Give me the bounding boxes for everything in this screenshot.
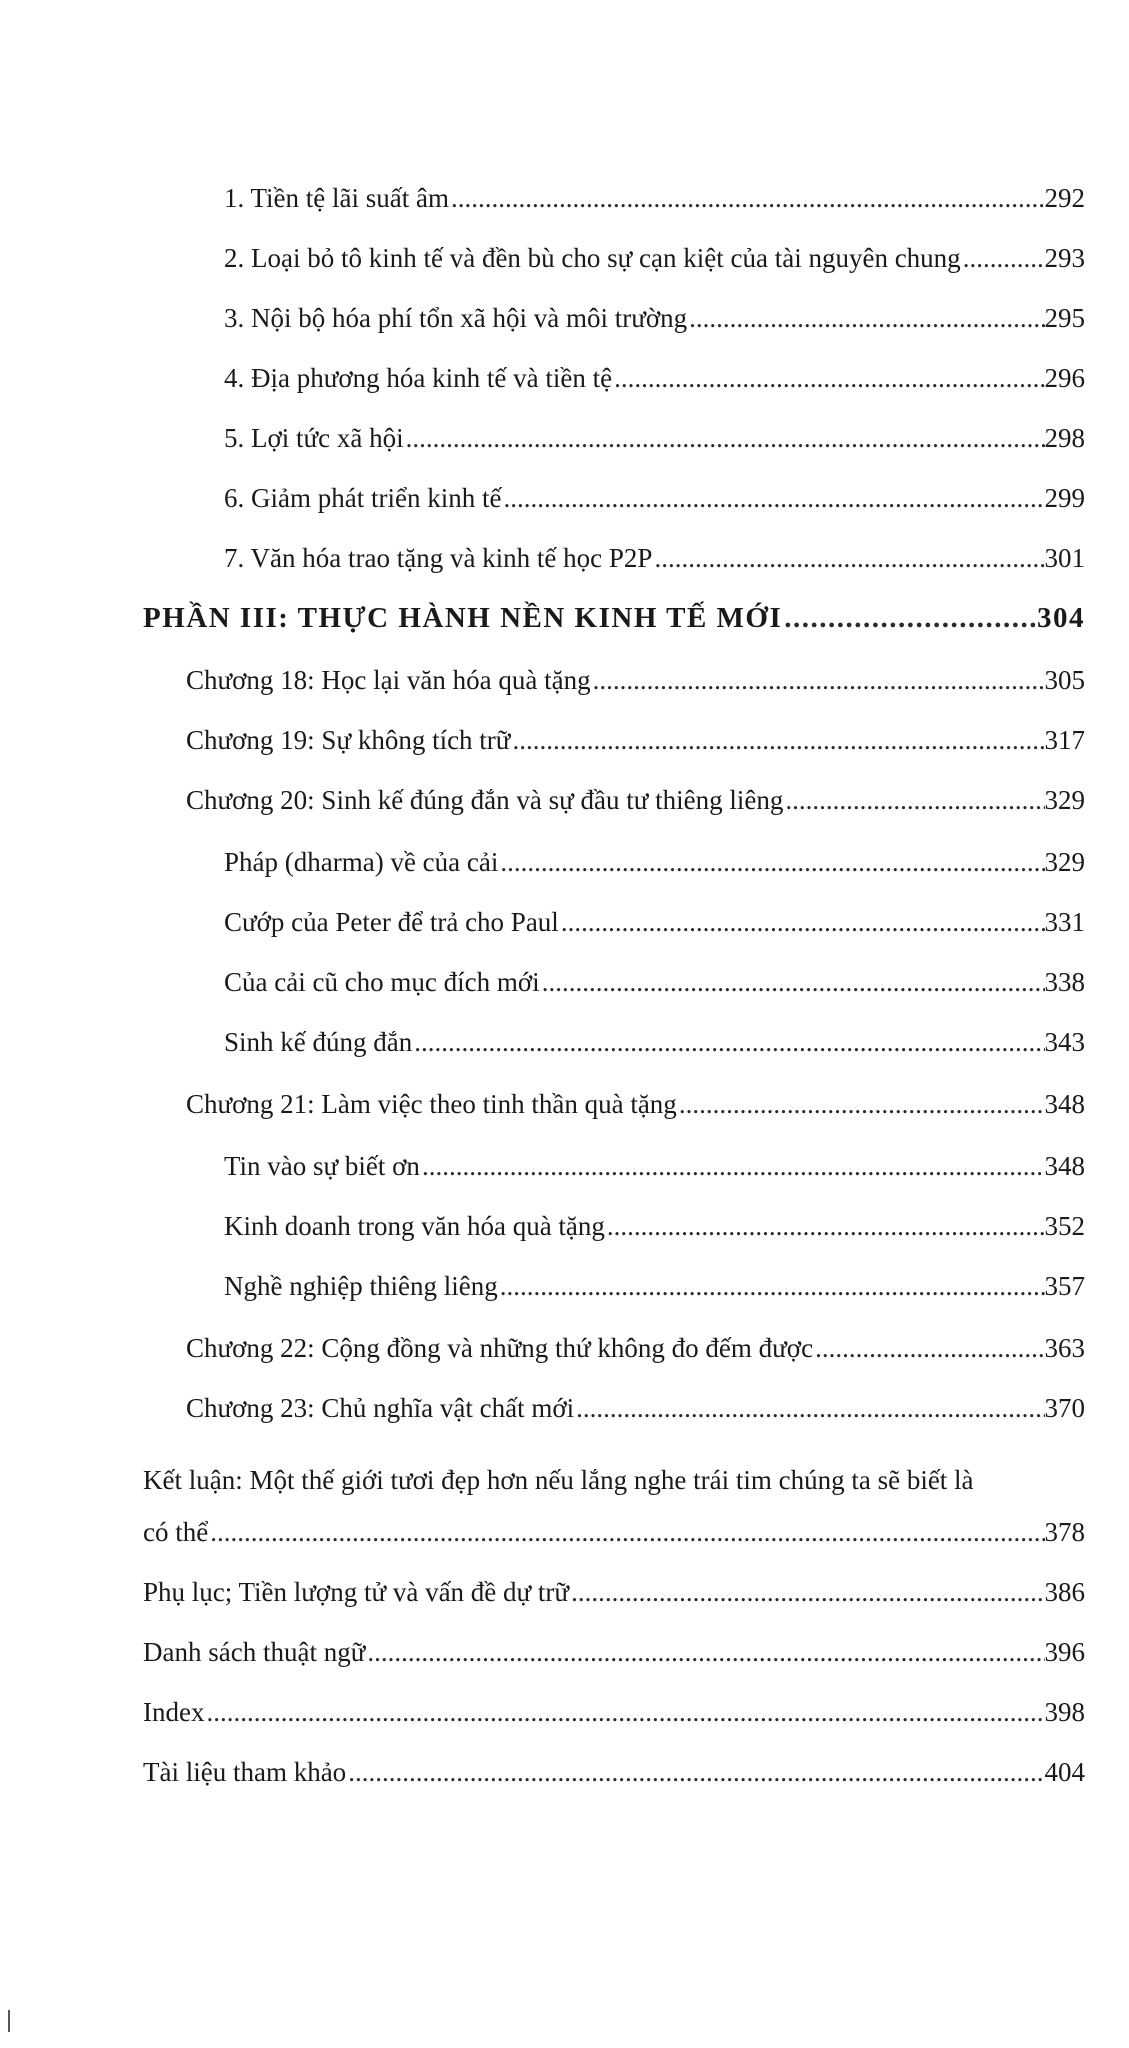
toc-entry[interactable] bbox=[224, 538, 1085, 578]
scan-edge-mark bbox=[8, 2010, 10, 2032]
dot-leader bbox=[501, 478, 1044, 518]
toc-section-entry[interactable] bbox=[224, 1206, 1085, 1246]
toc-entry-title: Chương 22: Cộng đồng và những thứ không đo đếm được bbox=[186, 1333, 814, 1363]
toc-entry-page: 386 bbox=[1044, 1577, 1085, 1607]
dot-leader bbox=[346, 1752, 1044, 1792]
toc-entry-page: 348 bbox=[1044, 1089, 1085, 1119]
toc-conclusion-line1[interactable]: Kết luận: Một thế giới tươi đẹp hơn nếu lắng nghe trái tim chúng ta sẽ biết là bbox=[143, 1465, 974, 1495]
toc-entry-page: 357 bbox=[1044, 1271, 1085, 1301]
toc-entry-page: 398 bbox=[1044, 1697, 1085, 1727]
dot-leader bbox=[813, 1328, 1044, 1368]
toc-entry-title: 5. Lợi tức xã hội bbox=[224, 423, 404, 453]
toc-chapter-entry[interactable] bbox=[186, 1328, 1085, 1368]
toc-entry-page: 292 bbox=[1044, 183, 1085, 213]
toc-section-entry[interactable] bbox=[224, 902, 1085, 942]
dot-leader bbox=[652, 538, 1044, 578]
dot-leader bbox=[782, 598, 1037, 638]
toc-entry-page: 317 bbox=[1044, 725, 1085, 755]
toc-entry-title: Danh sách thuật ngữ bbox=[143, 1637, 366, 1667]
toc-entry-page: 298 bbox=[1044, 423, 1085, 453]
toc-part-heading[interactable] bbox=[143, 598, 1085, 638]
dot-leader bbox=[783, 780, 1044, 820]
toc-chapter-entry[interactable] bbox=[186, 1388, 1085, 1428]
toc-entry-title: 7. Văn hóa trao tặng và kinh tế học P2P bbox=[224, 543, 653, 573]
dot-leader bbox=[498, 1266, 1045, 1306]
toc-entry-page: 304 bbox=[1037, 602, 1085, 634]
toc-entry-page: 301 bbox=[1044, 543, 1085, 573]
toc-section-entry[interactable] bbox=[224, 842, 1085, 882]
toc-references-entry[interactable] bbox=[143, 1752, 1085, 1792]
toc-entry-title: 2. Loại bỏ tô kinh tế và đền bù cho sự cạn kiệt của tài nguyên chung bbox=[224, 243, 961, 273]
toc-entry[interactable] bbox=[224, 418, 1085, 458]
toc-entry[interactable] bbox=[224, 178, 1085, 218]
toc-section-entry[interactable] bbox=[224, 962, 1085, 1002]
toc-entry-title: Tài liệu tham khảo bbox=[143, 1757, 347, 1787]
dot-leader bbox=[498, 842, 1044, 882]
dot-leader bbox=[404, 418, 1045, 458]
toc-entry-title: Index bbox=[143, 1697, 205, 1727]
toc-entry-title: Pháp (dharma) về của cải bbox=[224, 847, 499, 877]
toc-entry-title: 4. Địa phương hóa kinh tế và tiền tệ bbox=[224, 363, 613, 393]
toc-entry-title: 3. Nội bộ hóa phí tổn xã hội và môi trường bbox=[224, 303, 688, 333]
toc-appendix-entry[interactable] bbox=[143, 1572, 1085, 1612]
dot-leader bbox=[574, 1388, 1044, 1428]
toc-entry-page: 363 bbox=[1044, 1333, 1085, 1363]
toc-section-entry[interactable] bbox=[224, 1022, 1085, 1062]
dot-leader bbox=[612, 358, 1044, 398]
toc-entry[interactable] bbox=[224, 478, 1085, 518]
toc-entry-page: 338 bbox=[1044, 967, 1085, 997]
dot-leader bbox=[540, 962, 1045, 1002]
toc-entry-page: 295 bbox=[1044, 303, 1085, 333]
toc-entry[interactable] bbox=[224, 238, 1085, 278]
toc-conclusion-entry[interactable] bbox=[143, 1512, 1085, 1552]
dot-leader bbox=[687, 298, 1044, 338]
dot-leader bbox=[204, 1692, 1044, 1732]
toc-entry-title: Chương 21: Làm việc theo tinh thần quà tặng bbox=[186, 1089, 677, 1119]
toc-entry-page: 352 bbox=[1044, 1211, 1085, 1241]
toc-entry-page: 378 bbox=[1044, 1517, 1085, 1547]
toc-entry-title: Phụ lục; Tiền lượng tử và vấn đề dự trữ bbox=[143, 1577, 570, 1607]
dot-leader bbox=[961, 238, 1045, 278]
toc-entry-page: 305 bbox=[1044, 665, 1085, 695]
toc-entry-page: 299 bbox=[1044, 483, 1085, 513]
toc-entry[interactable] bbox=[224, 358, 1085, 398]
dot-leader bbox=[420, 1146, 1045, 1186]
toc-entry-page: 396 bbox=[1044, 1637, 1085, 1667]
dot-leader bbox=[559, 902, 1045, 942]
toc-entry-title: có thể bbox=[143, 1517, 209, 1547]
toc-entry-title: Chương 19: Sự không tích trữ bbox=[186, 725, 511, 755]
toc-entry[interactable] bbox=[224, 298, 1085, 338]
toc-entry-page: 404 bbox=[1044, 1757, 1085, 1787]
dot-leader bbox=[449, 178, 1045, 218]
dot-leader bbox=[677, 1084, 1045, 1124]
toc-entry-title: Nghề nghiệp thiêng liêng bbox=[224, 1271, 498, 1301]
toc-entry-title: Chương 23: Chủ nghĩa vật chất mới bbox=[186, 1393, 575, 1423]
toc-glossary-entry[interactable] bbox=[143, 1632, 1085, 1672]
toc-entry-page: 296 bbox=[1044, 363, 1085, 393]
toc-entry-page: 343 bbox=[1044, 1027, 1085, 1057]
toc-entry-page: 329 bbox=[1044, 847, 1085, 877]
dot-leader bbox=[365, 1632, 1044, 1672]
toc-entry-page: 348 bbox=[1044, 1151, 1085, 1181]
toc-entry-title: 6. Giảm phát triển kinh tế bbox=[224, 483, 502, 513]
toc-chapter-entry[interactable] bbox=[186, 780, 1085, 820]
toc-chapter-entry[interactable] bbox=[186, 660, 1085, 700]
toc-entry-page: 293 bbox=[1044, 243, 1085, 273]
toc-entry-page: 370 bbox=[1044, 1393, 1085, 1423]
toc-entry-title: Cướp của Peter để trả cho Paul bbox=[224, 907, 559, 937]
dot-leader bbox=[605, 1206, 1045, 1246]
toc-entry-title: Sinh kế đúng đắn bbox=[224, 1027, 413, 1057]
dot-leader bbox=[591, 660, 1045, 700]
toc-entry-page: 331 bbox=[1044, 907, 1085, 937]
toc-entry-title: Tin vào sự biết ơn bbox=[224, 1151, 420, 1181]
toc-section-entry[interactable] bbox=[224, 1266, 1085, 1306]
toc-entry-title: Kinh doanh trong văn hóa quà tặng bbox=[224, 1211, 605, 1241]
toc-chapter-entry[interactable] bbox=[186, 1084, 1085, 1124]
toc-entry-page: 329 bbox=[1044, 785, 1085, 815]
dot-leader bbox=[208, 1512, 1044, 1552]
dot-leader bbox=[510, 720, 1044, 760]
toc-entry-title: Chương 18: Học lại văn hóa quà tặng bbox=[186, 665, 591, 695]
toc-entry-title: PHẦN III: THỰC HÀNH NỀN KINH TẾ MỚI bbox=[143, 602, 783, 634]
toc-index-entry[interactable] bbox=[143, 1692, 1085, 1732]
toc-entry-title: Của cải cũ cho mục đích mới bbox=[224, 967, 540, 997]
dot-leader bbox=[412, 1022, 1044, 1062]
toc-entry-title: Chương 20: Sinh kế đúng đắn và sự đầu tư thiêng liêng bbox=[186, 785, 784, 815]
dot-leader bbox=[569, 1572, 1044, 1612]
toc-entry-title: 1. Tiền tệ lãi suất âm bbox=[224, 183, 449, 213]
toc-section-entry[interactable] bbox=[224, 1146, 1085, 1186]
toc-chapter-entry[interactable] bbox=[186, 720, 1085, 760]
